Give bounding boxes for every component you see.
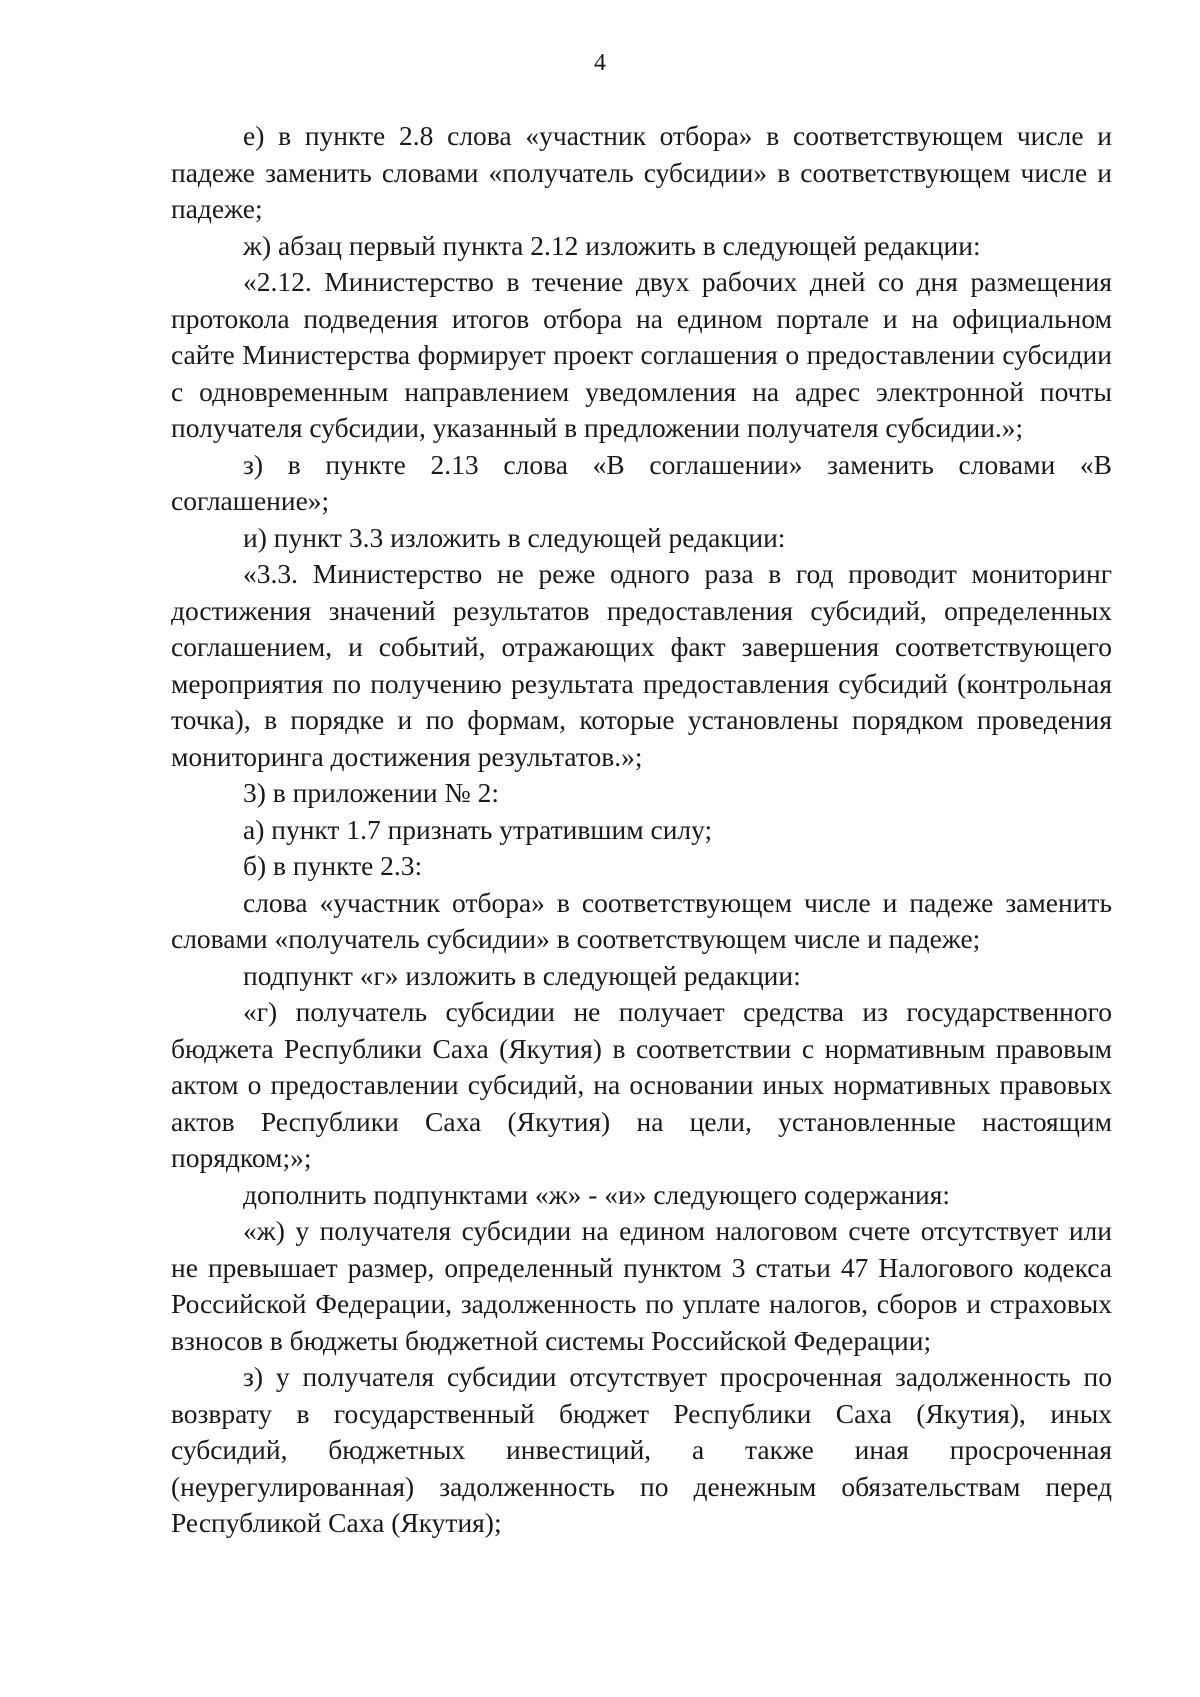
page-number: 4 xyxy=(594,50,606,76)
paragraph-i: и) пункт 3.3 изложить в следующей редакции: xyxy=(243,521,786,553)
paragraph-z-text: з) у получателя субсидии отсутствует просроченная задолженность по возврату в государственный бюджет Республики Саха (Якутия), иных субсидий, бюджетных инвестиций, а также иная просроченная (неурегулированная) задолженность по денежным обязательствам перед Республикой Саха (Якутия); xyxy=(171,1361,1112,1538)
paragraph-e: е) в пункте 2.8 слова «участник отбора» в соответствующем числе и падеже заменить словами «получатель субсидии» в соответствующем числе и падеже; xyxy=(171,120,1112,224)
paragraph-add-subpoints: дополнить подпунктами «ж» - «и» следующего содержания: xyxy=(243,1178,951,1210)
paragraph-words-replace: слова «участник отбора» в соответствующем числе и падеже заменить словами «получатель субсидии» в соответствующем числе и падеже; xyxy=(171,886,1112,954)
paragraph-subpoint-g: подпункт «г» изложить в следующей редакции: xyxy=(243,959,801,991)
paragraph-appendix-2: 3) в приложении № 2: xyxy=(243,777,499,808)
paragraph-zh: ж) абзац первый пункта 2.12 изложить в следующей редакции: xyxy=(243,229,981,261)
paragraph-a: а) пункт 1.7 признать утратившим силу; xyxy=(243,813,713,845)
paragraph-g-text: «г) получатель субсидии не получает средства из государственного бюджета Республики Саха (Якутия) в соответствии с нормативным правовым актом о предоставлении субсидий, на основании иных нормативных правовых актов Республики Саха (Якутия) на цели, установленные настоящим порядком;»; xyxy=(171,996,1112,1173)
paragraph-2-12-text: «2.12. Министерство в течение двух рабочих дней со дня размещения протокола подведения итогов отбора на едином портале и на официальном сайте Министерства формирует проект соглашения о предоставлении субсидии с одновременным направлением уведомления на адрес электронной почты получателя субсидии, указанный в предложении получателя субсидии.»; xyxy=(171,266,1112,443)
paragraph-zh-text: «ж) у получателя субсидии на едином налоговом счете отсутствует или не превышает размер, определенный пунктом 3 статьи 47 Налогового кодекса Российской Федерации, задолженность по уплате налогов, сборов и страховых взносов в бюджеты бюджетной системы Российской Федерации; xyxy=(171,1215,1112,1356)
paragraph-b: б) в пункте 2.3: xyxy=(243,850,423,881)
paragraph-3-3-text: «3.3. Министерство не реже одного раза в год проводит мониторинг достижения значений результатов предоставления субсидий, определенных соглашением, и событий, отражающих факт завершения соответствующего мероприятия по получению результата предоставления субсидий (контрольная точка), в порядке и по формам, которые установлены порядком проведения мониторинга достижения результатов.»; xyxy=(171,558,1112,772)
paragraph-z: з) в пункте 2.13 слова «В соглашении» заменить словами «В соглашение»; xyxy=(171,448,1112,516)
document-body xyxy=(171,118,1112,1542)
